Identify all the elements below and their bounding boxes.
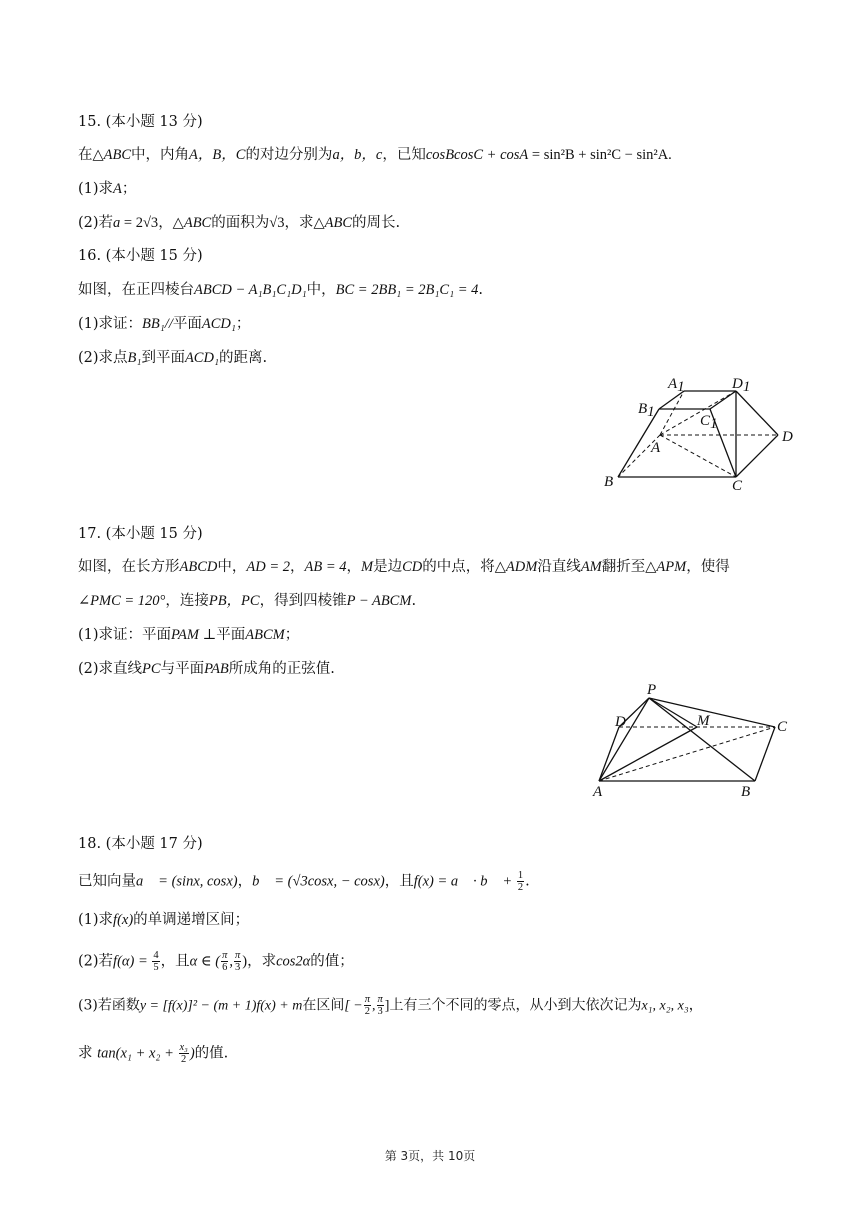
label-C: C — [777, 719, 788, 735]
label-D: D — [615, 714, 626, 730]
edge-C1-D1 — [710, 391, 736, 409]
page-footer: 第 3页，共 10页 — [384, 1149, 476, 1163]
q18-part3: (3)若函数y = [f(x)]² − (m + 1)f(x) + m在区间[ − $\frac{\pi}{2}$ , $\frac{\pi}{3}$ ]上有三个不同的零点，从小到大依次记为x₁, x₂, x₃， — [78, 994, 703, 1017]
q17-stem-line1: 如图，在长方形ABCD中，AD = 2，AB = 4，M是边CD的中点，将△ADM沿直线AM翻折至△APM，使得 — [78, 559, 730, 575]
label-A: A — [651, 440, 661, 456]
edge-A-D1 — [660, 391, 736, 435]
label-P: P — [647, 682, 657, 698]
q18-part3-cont: 求 tan(x₁ + x₂ + $\frac{\text{x₃}}{2}$ )的值. — [78, 1042, 229, 1065]
edge-A-M — [599, 727, 697, 781]
label-B: B — [741, 784, 751, 800]
fraction: $\frac{4}{5}$ — [153, 950, 159, 973]
q16-stem: 如图，在正四棱台ABCD − A₁B₁C₁D₁中，BC = 2BB₁ = 2B₁C₁ = 4. — [78, 282, 484, 298]
q18-header: 18. (本小题 17 分) — [78, 836, 203, 852]
edge-P-M — [649, 698, 697, 727]
label-B1: B1 — [638, 401, 655, 420]
label-M: M — [697, 713, 710, 729]
q15-part1: (1)求A； — [78, 181, 137, 197]
q15-part2: (2)若a = 2√3，△ABC的面积为√3，求△ABC的周长. — [78, 215, 401, 231]
edge-P-A — [599, 698, 649, 781]
label-D: D — [782, 429, 793, 445]
fraction: $\frac{\pi}{2}$ — [364, 994, 371, 1017]
edge-A-A1 — [660, 391, 684, 435]
q16-header: 16. (本小题 15 分) — [78, 248, 203, 264]
q18-stem: 已知向量a⃗ = (sinx, cosx)，b⃗ = (√3cosx, − cosx)，且f(x) = a⃗ · b⃗ + $\frac{1}{2}$ . — [78, 870, 530, 893]
frustum-figure — [598, 368, 803, 493]
pyramid-figure — [585, 680, 795, 802]
fraction: $\frac{\text{x₃}}{2}$ — [179, 1042, 188, 1065]
q16-part2: (2)求点B₁到平面ACD₁的距离. — [78, 350, 268, 366]
edge-A-C — [660, 435, 736, 477]
label-B: B — [604, 474, 614, 490]
fraction: $\frac{\pi}{3}$ — [234, 950, 241, 973]
label-A: A — [593, 784, 603, 800]
q17-part1: (1)求证：平面PAM ⊥平面ABCM； — [78, 627, 300, 643]
q16-part1: (1)求证：BB₁//平面ACD₁； — [78, 316, 251, 332]
q18-part1: (1)求f(x)的单调递增区间； — [78, 912, 250, 928]
label-A1: A1 — [668, 376, 685, 395]
edge-D-D1 — [736, 391, 778, 435]
edge-B-C — [755, 727, 775, 781]
label-C: C — [732, 478, 743, 493]
q15-header: 15. (本小题 13 分) — [78, 114, 203, 130]
q18-part2: (2)若f(α) = $\frac{4}{5}$ ，且α ∈ ( $\frac{\pi}{6}$ , $\frac{\pi}{3}$ )，求cos2α的值； — [78, 950, 354, 973]
q17-stem-line2: ∠PMC = 120°，连接PB，PC，得到四棱锥P − ABCM. — [78, 593, 417, 609]
q15-stem: 在△ABC中，内角A，B，C的对边分别为a，b，c，已知cosBcosC + cosA = sin²B + sin²C − sin²A. — [78, 147, 672, 163]
label-C1: C1 — [700, 413, 718, 432]
edge-A-C — [599, 727, 775, 781]
q17-part2: (2)求直线PC与平面PAB所成角的正弦值. — [78, 661, 335, 677]
fraction: $\frac{1}{2}$ — [517, 870, 524, 893]
q17-header: 17. (本小题 15 分) — [78, 526, 203, 542]
edge-C-D — [736, 435, 778, 477]
fraction: $\frac{\pi}{3}$ — [377, 994, 383, 1017]
label-D1: D1 — [732, 376, 751, 395]
fraction: $\frac{\pi}{6}$ — [222, 950, 228, 973]
